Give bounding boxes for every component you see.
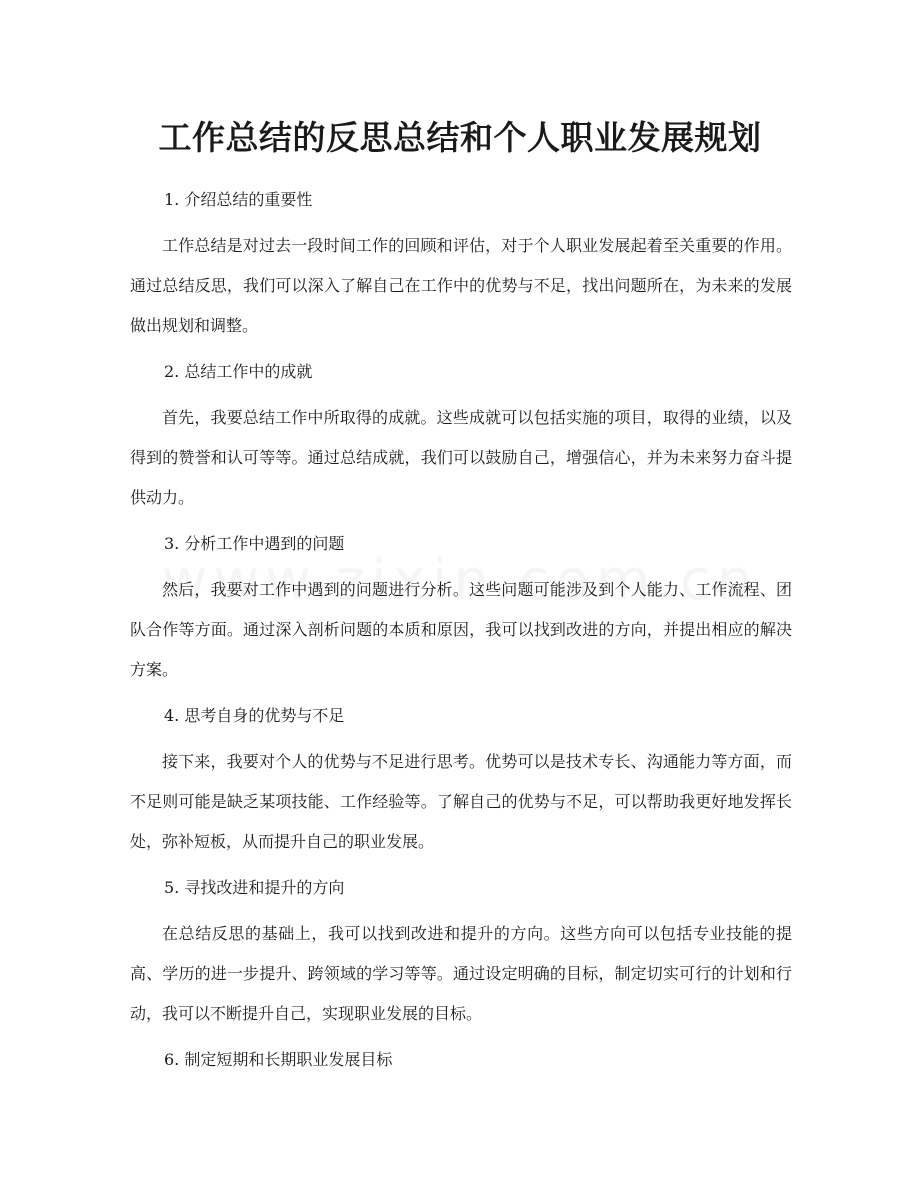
section-heading: 6. 制定短期和长期职业发展目标 (164, 1050, 393, 1069)
section-paragraph: 在总结反思的基础上，我可以找到改进和提升的方向。这些方向可以包括专业技能的提高、学历的进一步提升、跨领域的学习等等。通过设定明确的目标，制定切实可行的计划和行动，我可以不断提升自己，实现职业发展的目标。 (130, 924, 792, 1023)
section-heading: 1. 介绍总结的重要性 (164, 190, 313, 209)
section-heading: 3. 分析工作中遇到的问题 (164, 534, 345, 553)
section-paragraph: 然后，我要对工作中遇到的问题进行分析。这些问题可能涉及到个人能力、工作流程、团队合作等方面。通过深入剖析问题的本质和原因，我可以找到改进的方向，并提出相应的解决方案。 (130, 580, 792, 679)
section-paragraph: 工作总结是对过去一段时间工作的回顾和评估，对于个人职业发展起着至关重要的作用。通过总结反思，我们可以深入了解自己在工作中的优势与不足，找出问题所在，为未来的发展做出规划和调整。 (130, 236, 792, 335)
section-paragraph: 首先，我要总结工作中所取得的成就。这些成就可以包括实施的项目，取得的业绩，以及得到的赞誉和认可等等。通过总结成就，我们可以鼓励自己，增强信心，并为未来努力奋斗提供动力。 (130, 408, 792, 507)
section-paragraph: 接下来，我要对个人的优势与不足进行思考。优势可以是技术专长、沟通能力等方面，而不足则可能是缺乏某项技能、工作经验等。了解自己的优势与不足，可以帮助我更好地发挥长处，弥补短板，从而提升自己的职业发展。 (130, 752, 792, 851)
section-heading: 5. 寻找改进和提升的方向 (164, 878, 345, 897)
document-body (130, 180, 792, 1086)
section-heading: 2. 总结工作中的成就 (164, 362, 313, 381)
document-title: 工作总结的反思总结和个人职业发展规划 (158, 118, 762, 157)
section-heading: 4. 思考自身的优势与不足 (164, 706, 345, 725)
